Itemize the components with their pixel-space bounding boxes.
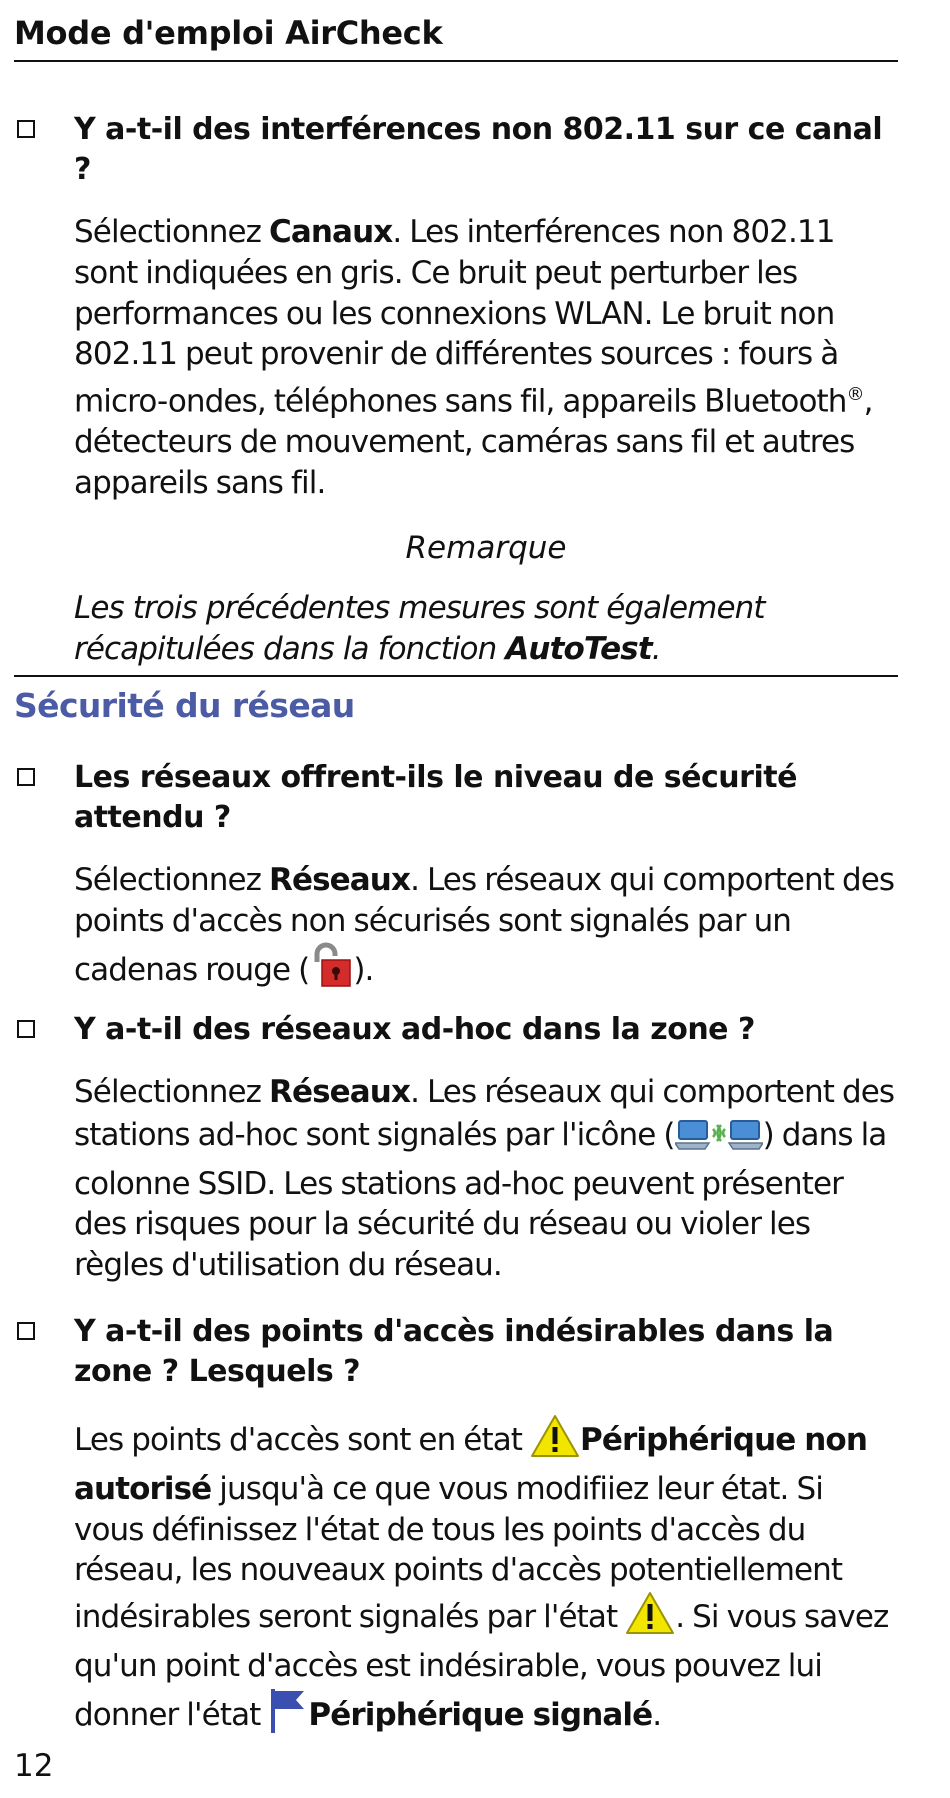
red-padlock-icon — [309, 942, 353, 999]
document-page — [14, 0, 898, 1798]
security-level-question: Les réseaux offrent-ils le niveau de sécurité attendu ? — [14, 758, 898, 838]
warning-triangle-icon — [530, 1414, 580, 1469]
checkbox-icon — [17, 768, 35, 786]
note-body: Les trois précédentes mesures sont également récapitulées dans la fonction AutoTest. — [74, 589, 765, 667]
checkbox-icon — [17, 120, 35, 138]
section-rule — [14, 675, 898, 677]
adhoc-laptops-icon — [675, 1113, 763, 1164]
security-level-block — [14, 758, 898, 998]
warning-triangle-icon — [625, 1591, 675, 1646]
rogue-ap-block — [14, 1312, 898, 1744]
note-title: Remarque — [405, 529, 567, 566]
interference-body: Sélectionnez Canaux. Les interférences non 802.11 sont indiquées en gris. Ce bruit peut perturber les performances ou les connexions WLAN. Le bruit non 802.11 peut provenir de différentes sources : fours à micro-ondes, téléphones sans fil, appareils Bluetooth®, détecteurs de mouvement, caméras sans fil et autres appareils sans fil. — [74, 214, 873, 502]
checkbox-icon — [17, 1322, 35, 1340]
page-number: 12 — [14, 1748, 54, 1784]
rogue-ap-body: Les points d'accès sont en état Périphérique non autorisé jusqu'à ce que vous modifiiez leur état. Si vous définissez l'état de tous les points d'accès du réseau, les nouveaux points d'accès potentiellement indésirables seront signalés par l'état . Si vous savez qu'un point d'accès est indésirable, vous pouvez lui donner l'état Périphérique signalé. — [14, 1414, 898, 1744]
security-level-body: Sélectionnez Réseaux. Les réseaux qui comportent des points d'accès non sécurisés sont signalés par un cadenas rouge ( ). — [14, 860, 898, 998]
header-rule — [14, 60, 898, 62]
adhoc-question: Y a-t-il des réseaux ad-hoc dans la zone ? — [14, 1010, 898, 1050]
running-header: Mode d'emploi AirCheck — [14, 14, 443, 52]
rogue-ap-question: Y a-t-il des points d'accès indésirables dans la zone ? Lesquels ? — [14, 1312, 898, 1392]
checkbox-icon — [17, 1020, 35, 1038]
interference-block — [14, 110, 898, 670]
adhoc-block — [14, 1010, 898, 1286]
adhoc-body: Sélectionnez Réseaux. Les réseaux qui comportent des stations ad-hoc sont signalés par l'icône ( ) dans la colonne SSID. Les stations ad-hoc peuvent présenter des risques pour la sécurité du réseau ou violer les règles d'utilisation du réseau. — [74, 1074, 895, 1284]
section-title: Sécurité du réseau — [14, 686, 355, 725]
blue-flag-icon — [268, 1687, 308, 1744]
interference-question: Y a-t-il des interférences non 802.11 sur ce canal ? — [14, 110, 898, 190]
